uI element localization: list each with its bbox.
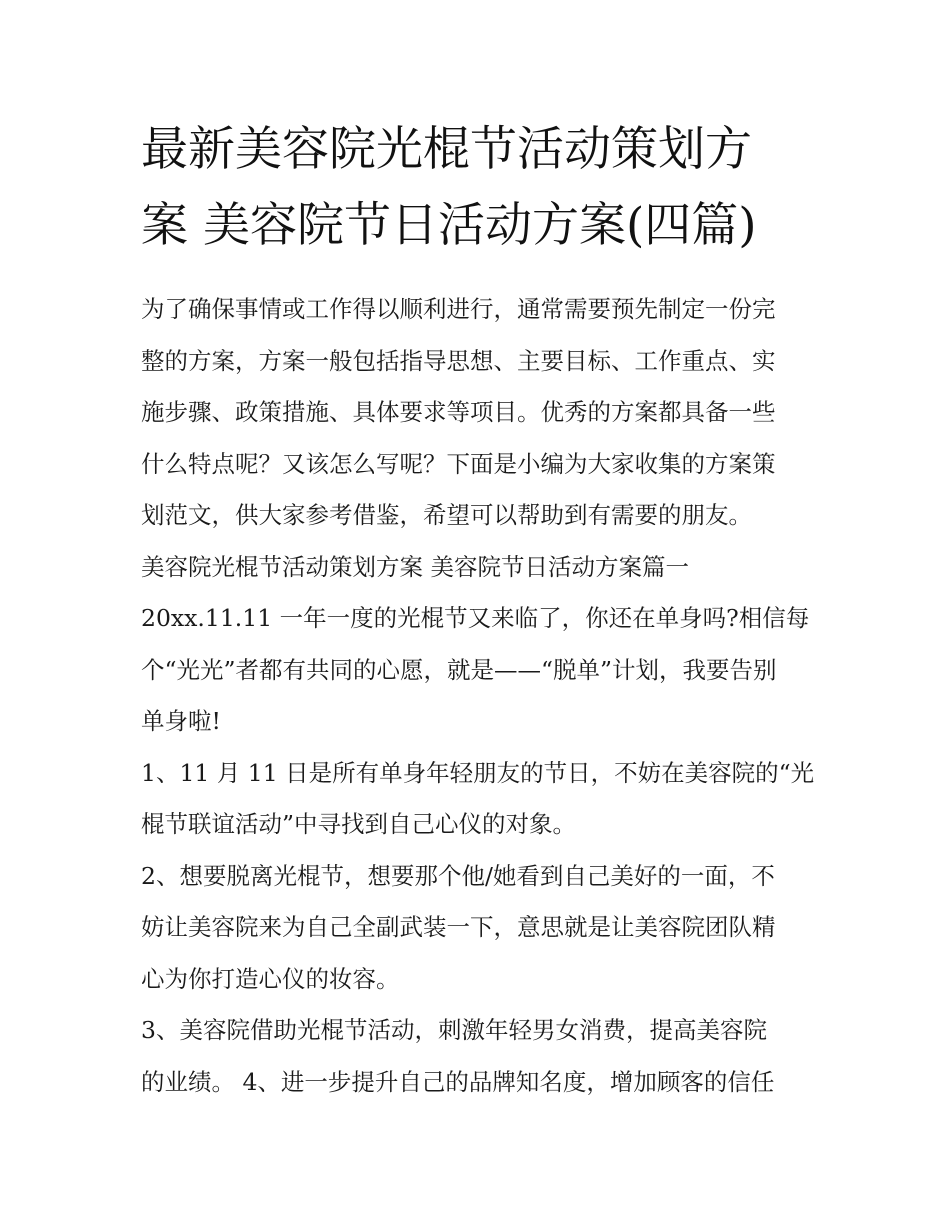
text-line: 为了确保事情或工作得以顺利进行，通常需要预先制定一份完 xyxy=(141,295,776,323)
body-paragraph xyxy=(141,593,817,748)
text-line: 2、想要脱离光棍节，想要那个他/她看到自己美好的一面，不 xyxy=(141,861,775,890)
text-line: 美容院光棍节活动策划方案 美容院节日活动方案篇一 xyxy=(141,552,689,581)
text-line: 的业绩。 4、进一步提升自己的品牌知名度，增加顾客的信任 xyxy=(141,1067,775,1096)
title-line: 最新美容院光棍节活动策划方 xyxy=(141,122,752,177)
text-line: 3、美容院借助光棍节活动，刺激年轻男女消费，提高美容院 xyxy=(141,1016,767,1044)
section-heading xyxy=(141,542,817,594)
text-line: 单身啦! xyxy=(141,707,221,735)
text-line: 妨让美容院来为自己全副武装一下，意思就是让美容院团队精 xyxy=(141,913,776,941)
intro-paragraph xyxy=(141,284,817,542)
list-item-2 xyxy=(141,851,817,1006)
document-body xyxy=(141,112,817,1108)
text-line: 20xx.11.11 一年一度的光棍节又来临了，你还在单身吗?相信每 xyxy=(141,604,810,632)
title-line: 案 美容院节日活动方案(四篇) xyxy=(141,198,757,253)
text-line: 心为你打造心仪的妆容。 xyxy=(141,964,400,993)
list-item-3 xyxy=(141,1005,817,1108)
document-title xyxy=(141,112,817,264)
text-line: 什么特点呢？又该怎么写呢？下面是小编为大家收集的方案策 xyxy=(141,449,776,478)
list-item-1 xyxy=(141,748,817,851)
text-line: 1、11 月 11 日是所有单身年轻朋友的节日，不妨在美容院的“光 xyxy=(141,758,815,787)
text-line: 棍节联谊活动”中寻找到自己心仪的对象。 xyxy=(141,810,577,838)
text-line: 整的方案，方案一般包括指导思想、主要目标、工作重点、实 xyxy=(141,346,776,375)
text-line: 划范文，供大家参考借鉴，希望可以帮助到有需要的朋友。 xyxy=(141,501,752,529)
text-line: 个“光光”者都有共同的心愿，就是——“脱单”计划，我要告别 xyxy=(141,655,777,684)
text-line: 施步骤、政策措施、具体要求等项目。优秀的方案都具备一些 xyxy=(141,398,776,426)
